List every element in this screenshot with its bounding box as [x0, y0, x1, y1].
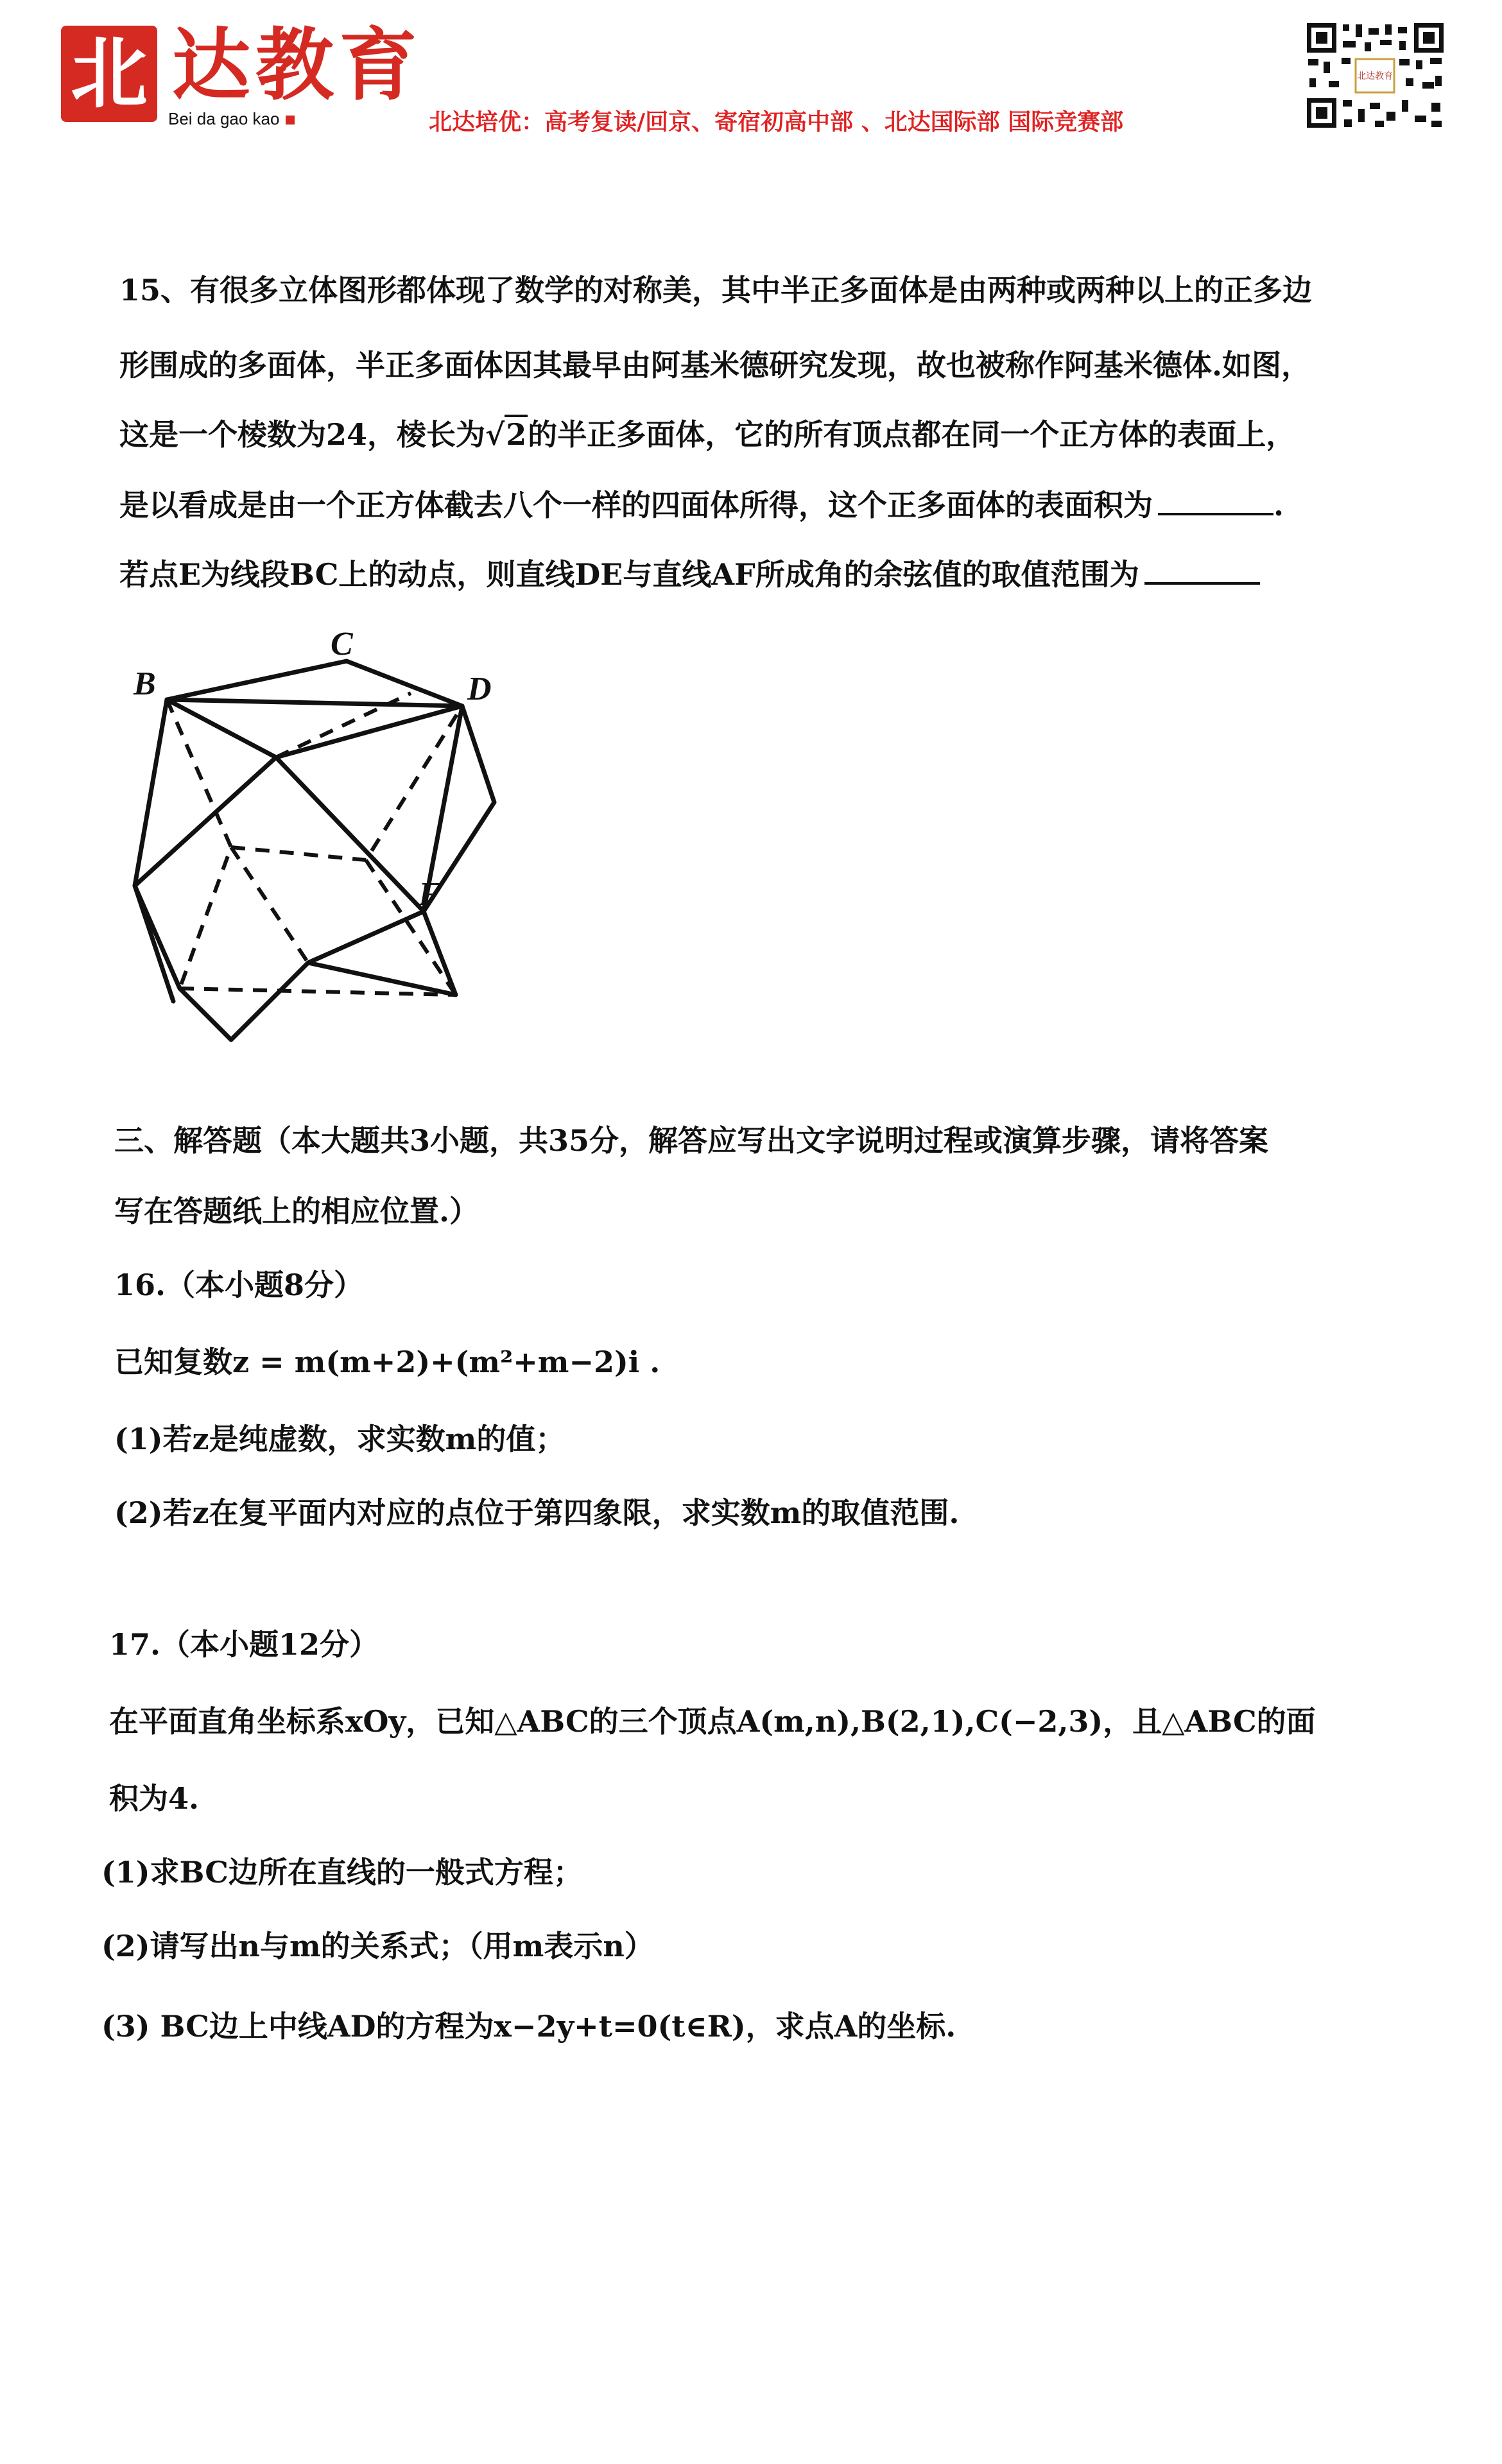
q15-line-5	[119, 557, 1260, 592]
logo	[61, 26, 157, 122]
q16-given: 已知复数z = m(m+2)+(m²+m−2)i .	[114, 1345, 660, 1379]
label-C: C	[331, 626, 353, 662]
label-B: B	[134, 666, 156, 702]
q17-part-1: (1)求BC边所在直线的一般式方程；	[101, 1855, 583, 1890]
label-F: F	[419, 876, 441, 913]
q17-part-3: (3) BC边上中线AD的方程为x−2y+t=0(t∈R)，求点A的坐标.	[101, 2009, 956, 2044]
logo-char: 北	[71, 28, 148, 119]
q16-part-1: (1)若z是纯虚数，求实数m的值；	[114, 1422, 565, 1456]
q17-title: 17.（本小题12分）	[109, 1627, 379, 1662]
label-D: D	[467, 671, 492, 707]
q15-line-2: 形围成的多面体，半正多面体因其最早由阿基米德研究发现，故也被称作阿基米德体.如图，	[119, 348, 1311, 383]
brand-name: 达教育	[172, 19, 422, 111]
q15-line-4	[119, 488, 1284, 523]
sqrt-expression: √2	[485, 417, 528, 452]
brand-pinyin: Bei da gao kao	[168, 109, 295, 129]
q15-line-4-text: 是以看成是由一个正方体截去八个一样的四面体所得，这个正多面体的表面积为	[119, 488, 1153, 522]
q17-given-1: 在平面直角坐标系xOy，已知△ABC的三个顶点A(m,n),B(2,1),C(−2,3)，且△ABC的面	[109, 1704, 1316, 1739]
q15-line-5-text: 若点E为线段BC上的动点，则直线DE与直线AF所成角的余弦值的取值范围为	[119, 557, 1139, 592]
qr-code-icon	[1303, 19, 1447, 132]
header-slogan: 北达培优：高考复读/回京、寄宿初高中部 、北达国际部 国际竞赛部	[429, 109, 1124, 135]
q17-part-2: (2)请写出n与m的关系式；（用m表示n）	[101, 1929, 654, 1963]
sqrt-radicand: 2	[505, 415, 528, 452]
q16-part-2: (2)若z在复平面内对应的点位于第四象限，求实数m的取值范围.	[114, 1495, 960, 1530]
q15-line-1: 15、有很多立体图形都体现了数学的对称美，其中半正多面体是由两种或两种以上的正多边	[119, 273, 1313, 307]
section3-line-2: 写在答题纸上的相应位置.）	[114, 1194, 479, 1228]
polyhedron-figure	[116, 616, 514, 1059]
q16-title: 16.（本小题8分）	[114, 1268, 364, 1302]
page-header	[0, 0, 1502, 148]
answer-blank-1[interactable]	[1158, 494, 1273, 515]
q15-line-3-pre: 这是一个棱数为24，棱长为	[119, 417, 486, 452]
q15-line-3	[119, 417, 1295, 452]
q15-line-3-post: 的半正多面体，它的所有顶点都在同一个正方体的表面上，	[528, 417, 1296, 452]
q17-given-2: 积为4.	[109, 1781, 200, 1816]
qr-label: 北达教育	[1357, 71, 1393, 82]
answer-blank-2[interactable]	[1144, 563, 1260, 585]
section3-line-1: 三、解答题（本大题共3小题，共35分，解答应写出文字说明过程或演算步骤，请将答案	[114, 1123, 1269, 1158]
q15-line-4-end: .	[1273, 488, 1284, 522]
